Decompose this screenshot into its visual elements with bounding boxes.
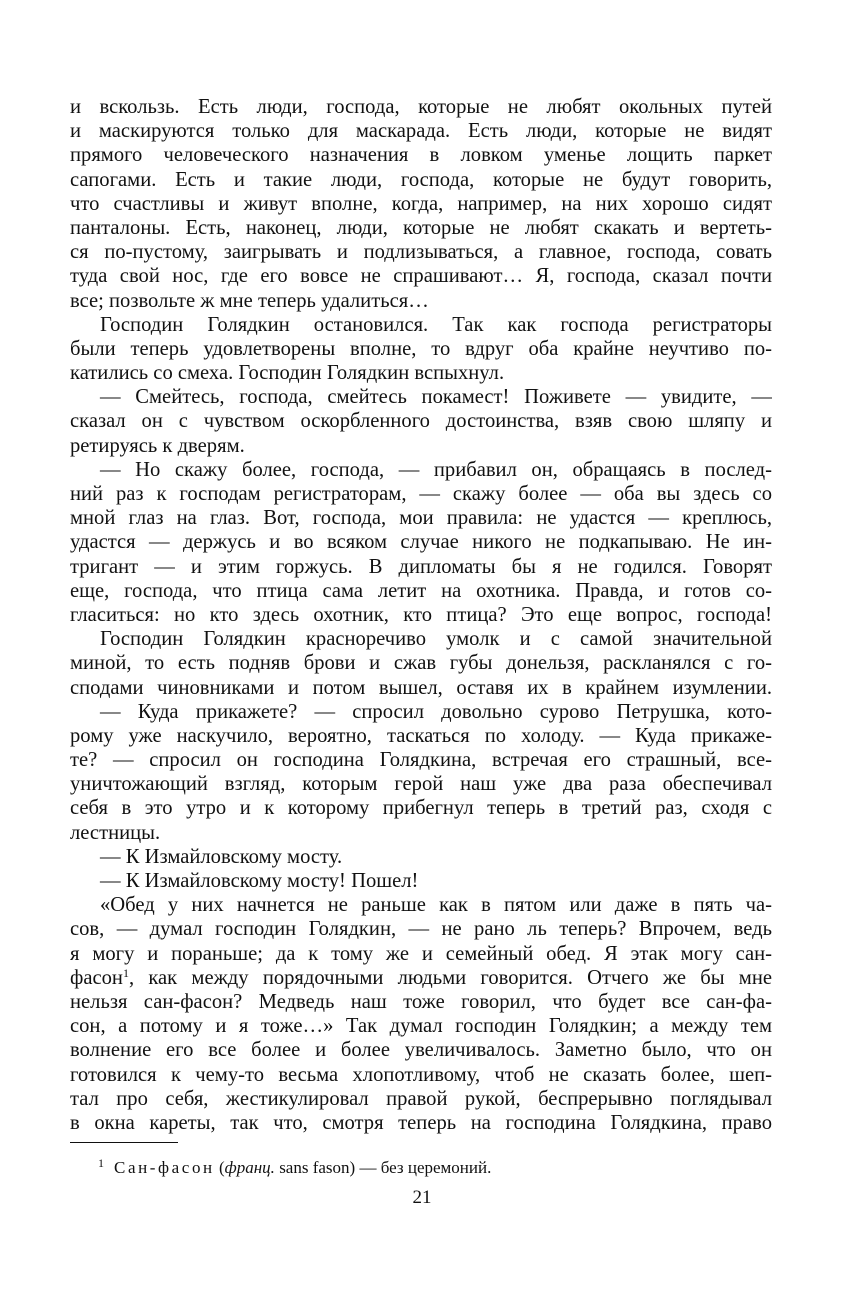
text-line: готовился к чему-то весьма хлопотливому, чтоб не сказать более, шеп- [70,1063,772,1086]
text-line: — Куда прикажете? — спросил довольно сурово Петрушка, кото- [100,700,772,723]
text-line-with-note [70,966,772,990]
text-line: тал про себя, жестикулировал правой рукой, беспрерывно поглядывал [70,1087,772,1110]
text-line: лестницы. [70,821,161,844]
footnote-term: Сан-фасон [114,1158,215,1177]
text-line: рому уже наскучило, вероятно, таскаться по холоду. — Куда прикаже- [70,724,772,747]
footnote-ref: 1 [122,965,129,980]
footnote-translation: ) — без церемоний. [349,1158,492,1177]
footnote-language: франц. [224,1158,275,1177]
text-line: я могу и пораньше; да к тому же и семейный обед. Я этак могу сан- [70,942,772,965]
text-line: — Смейтесь, господа, смейтесь покамест! Поживете — увидите, — [100,386,772,409]
text-line: сапогами. Есть и такие люди, господа, которые не будут говорить, [70,168,772,191]
text-line: что счастливы и живут вполне, когда, например, на них хорошо сидят [70,192,772,215]
text-line: катились со смеха. Господин Голядкин вспыхнул. [70,362,505,385]
text-line: в окна кареты, так что, смотря теперь на господина Голядкина, право [70,1111,772,1134]
footnote-original: sans fason [279,1158,350,1177]
text-line: миной, то есть подняв брови и сжав губы донельзя, раскланялся с го- [70,652,772,675]
text-line: и маскируются только для маскарада. Есть люди, которые не видят [70,120,772,143]
text-line: прямого человеческого назначения в ловком уменье лощить паркет [70,144,772,167]
text-line: волнение его все более и более увеличивалось. Заметно было, что он [70,1039,772,1062]
text-line: еще, господа, что птица сама летит на охотника. Правда, и готов со- [70,579,772,602]
text-fragment: фасон [70,966,123,989]
text-fragment: , как между порядочными людьми говорится. Отчего же бы мне [128,966,772,989]
footnote-divider [70,1142,178,1143]
text-line: — Но скажу более, господа, — прибавил он, обращаясь в послед- [100,458,772,481]
text-line: себя в это утро и к которому прибегнул теперь в третий раз, сходя с [70,797,772,820]
text-line: Господин Голядкин остановился. Так как господа регистраторы [100,313,772,336]
text-line: сов, — думал господин Голядкин, — не рано ль теперь? Впрочем, ведь [70,918,772,941]
page-body [70,95,772,1135]
text-line: ний раз к господам регистраторам, — скажу более — оба вы здесь со [70,483,772,505]
text-line: — К Измайловскому мосту! Пошел! [100,870,419,892]
text-line: Господин Голядкин красноречиво умолк и с самой значительной [100,628,772,651]
text-line: туда свой нос, где его вовсе не спрашивают… Я, господа, сказал почти [70,265,772,288]
text-line: и вскользь. Есть люди, господа, которые не любят окольных путей [70,96,772,118]
text-line: тригант — и этим горжусь. В дипломаты бы я не годился. Говорят [70,555,772,578]
footnote-marker: 1 [98,1156,104,1170]
text-line: гласиться: но кто здесь охотник, кто птица? Это еще вопрос, господа! [70,603,772,626]
page-number: 21 [412,1187,432,1208]
text-line: удастся — держусь и во всяком случае никого не подкапываю. Не ин- [70,531,772,554]
text-line: панталоны. Есть, наконец, люди, которые не любят скакать и вертеть- [70,216,772,239]
text-line: были теперь удовлетворены вполне, то вдруг оба крайне неучтиво по- [70,337,772,360]
footnote: $^1$ Сан-фасон (франц. sans fason) — без церемоний. [98,1156,492,1177]
text-line: те? — спросил он господина Голядкина, встречая его страшный, все- [70,749,772,772]
text-line: сон, а потому и я тоже…» Так думал господин Голядкин; а между тем [70,1015,772,1038]
text-line: ретируясь к дверям. [70,434,245,457]
text-line: все; позвольте ж мне теперь удалиться… [70,289,429,312]
text-line: сподами чиновниками и потом вышел, оставя их в крайнем изумлении. [70,676,772,699]
text-line: нельзя сан-фасон? Медведь наш тоже говорил, что будет все сан-фа- [70,990,772,1013]
text-line: «Обед у них начнется не раньше как в пятом или даже в пять ча- [100,894,772,917]
text-line: ся по-пустому, заигрывать и подлизываться, а главное, господа, совать [70,241,772,264]
text-line: — К Измайловскому мосту. [100,845,343,868]
text-line: уничтожающий взгляд, которым герой наш уже два раза обеспечивал [70,773,772,796]
text-line: сказал он с чувством оскорбленного достоинства, взяв свою шляпу и [70,410,772,433]
text-line: мной глаз на глаз. Вот, господа, мои правила: не удастся — креплюсь, [70,507,772,530]
